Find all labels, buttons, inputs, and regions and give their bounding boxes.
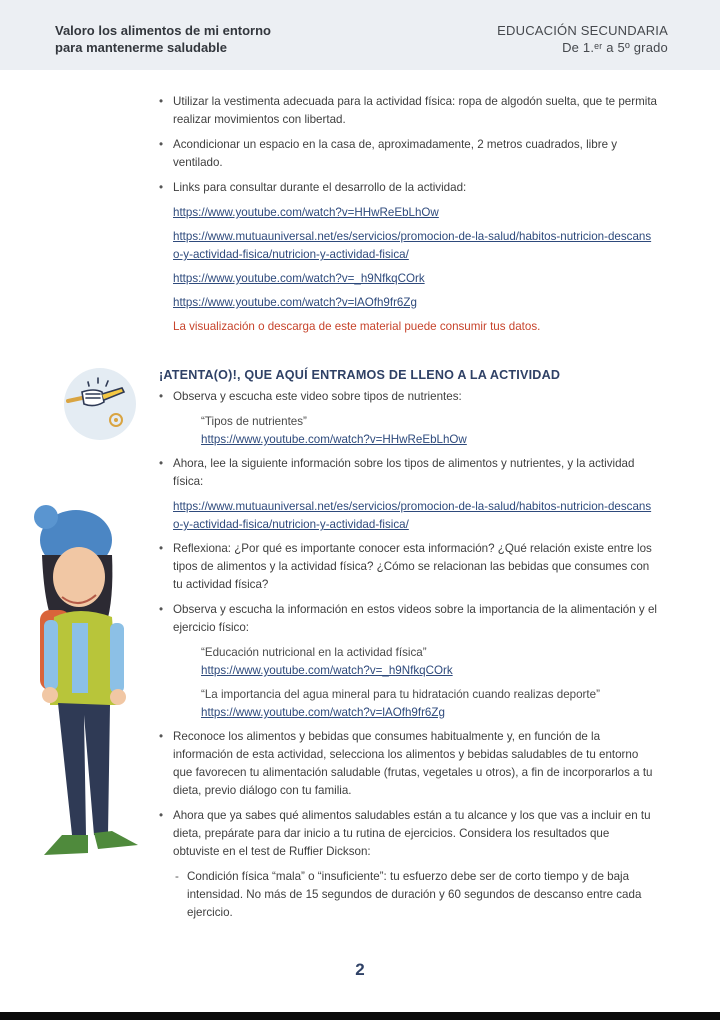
bullet-prepare-routine: • Ahora que ya sabes qué alimentos saludables están a tu alcance y los que vas a incluir en tu dieta, prepárate para dar inicio a tu rutina de ejercicios. Considera los resultados que obtuviste en el test de Ruffier Dickson: [157,807,657,861]
sub-bullet-condition: - Condición física “mala” o “insuficiente”: tu esfuerzo debe ser de corto tiempo y de baja intensidad. No más de 15 segundos de duración y 60 segundos de descanso entre cada ejercicio. [173,868,657,922]
bullet-links-heading: • Links para consultar durante el desarrollo de la actividad: [157,179,657,197]
bullet-reflect: • Reflexiona: ¿Por qué es importante conocer esta información? ¿Qué relación existe entre los tipos de alimentos y la actividad física? ¿Cómo se relacionan las bebidas que consumes con tu actividad física? [157,540,657,594]
bullet-recognize-foods: • Reconoce los alimentos y bebidas que consumes habitualmente y, en función de la información de esta actividad, selecciona los alimentos y bebidas saludables de tu entorno que favorecen tu alimentación saludable (frutas, vegetales u otros), a fin de incorporarlos a tu dieta, previo diálogo con tu familia. [157,728,657,800]
student-girl-illustration [14,505,149,905]
page-header [0,0,720,70]
hand-pencil-gear-icon [64,368,136,440]
bullet-space: • Acondicionar un espacio en la casa de, aproximadamente, 2 metros cuadrados, libre y ventilado. [157,136,657,172]
video-reference-1 [201,413,657,449]
video-link[interactable]: https://www.youtube.com/watch?v=_h9NfkqCOrk [201,664,453,677]
link-mutuauniversal[interactable]: https://www.mutuauniversal.net/es/servicios/promocion-de-la-salud/habitos-nutricion-descanso-y-actividad-fisica/nutricion-y-actividad-fisica/ [173,230,652,261]
bullet-observe-videos: • Observa y escucha la información en estos videos sobre la importancia de la alimentación y el ejercicio físico: [157,601,657,637]
video-title: “Tipos de nutrientes” [201,415,307,428]
link-youtube-nutrientes[interactable]: https://www.youtube.com/watch?v=HHwReEbLhOw [173,206,439,219]
data-usage-warning: La visualización o descarga de este material puede consumir tus datos. [173,320,541,333]
content [157,93,657,922]
link-youtube-educacion[interactable]: https://www.youtube.com/watch?v=_h9NfkqCOrk [173,272,425,285]
section-title: ¡ATENTA(O)!, QUE AQUÍ ENTRAMOS DE LLENO A LA ACTIVIDAD [159,368,561,382]
grade-level: EDUCACIÓN SECUNDARIA De 1.ᵉʳ a 5º grado [497,23,668,55]
video-title: “Educación nutricional en la actividad física” [201,646,427,659]
bullet-observe-video: • Observa y escucha este video sobre tipos de nutrientes: [157,388,657,406]
page-number: 2 [355,960,365,979]
video-link[interactable]: https://www.youtube.com/watch?v=lAOfh9fr6Zg [201,706,445,719]
link-mutuauniversal-2[interactable]: https://www.mutuauniversal.net/es/servicios/promocion-de-la-salud/habitos-nutricion-descanso-y-actividad-fisica/nutricion-y-actividad-fisica/ [173,500,652,531]
video-title: “La importancia del agua mineral para tu hidratación cuando realizas deporte” [201,688,600,701]
video-references [201,644,657,722]
bullet-read-info: • Ahora, lee la siguiente información sobre los tipos de alimentos y nutrientes, y la actividad física: [157,455,657,491]
link-youtube-agua[interactable]: https://www.youtube.com/watch?v=lAOfh9fr6Zg [173,296,417,309]
video-link[interactable]: https://www.youtube.com/watch?v=HHwReEbLhOw [201,433,467,446]
bullet-clothing: • Utilizar la vestimenta adecuada para la actividad física: ropa de algodón suelta, que te permita realizar movimientos con libertad. [157,93,657,129]
unit-title: Valoro los alimentos de mi entorno para mantenerme saludable [55,23,271,55]
